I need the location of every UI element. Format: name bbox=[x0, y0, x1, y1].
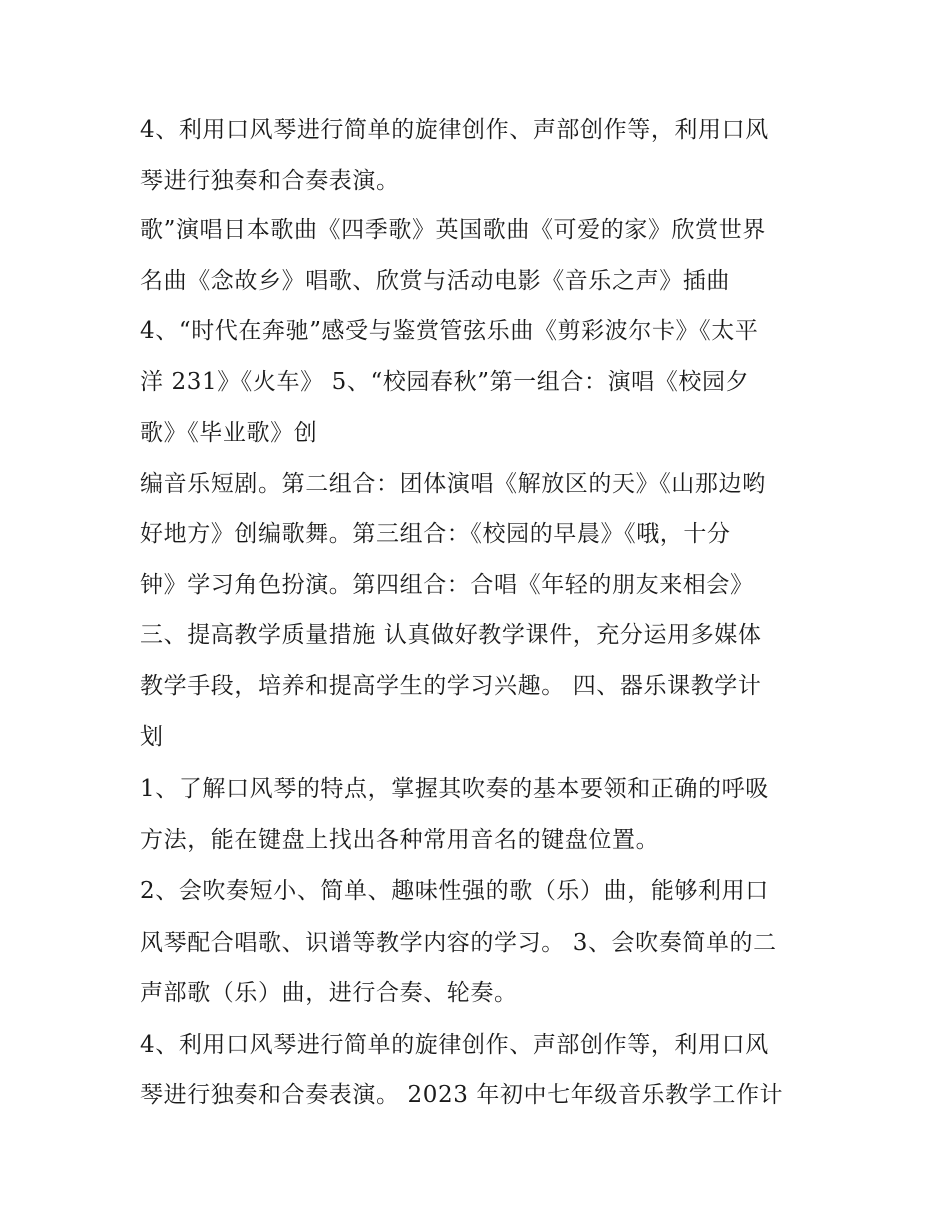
text-line: 声部歌（乐）曲，进行合奏、轮奏。 bbox=[140, 980, 518, 1006]
text-line: 琴进行独奏和合奏表演。 bbox=[140, 168, 400, 194]
text-line: 编音乐短剧。第二组合：团体演唱《解放区的天》《山那边哟 bbox=[140, 471, 766, 497]
text-line: 4、利用口风琴进行简单的旋律创作、声部创作等，利用口风 bbox=[140, 117, 769, 143]
text-line: 4、利用口风琴进行简单的旋律创作、声部创作等，利用口风 bbox=[140, 1032, 769, 1058]
text-line: 歌》《毕业歌》创 bbox=[140, 420, 318, 446]
text-line: 钟》学习角色扮演。第四组合：合唱《年轻的朋友来相会》 bbox=[140, 572, 754, 598]
text-line: 风琴配合唱歌、识谱等教学内容的学习。 3、会吹奏简单的二 bbox=[140, 930, 777, 956]
text-line: 洋 231》《火车》 5、“校园春秋”第一组合：演唱《校园夕 bbox=[140, 369, 750, 395]
text-line: 1、了解口风琴的特点，掌握其吹奏的基本要领和正确的呼吸 bbox=[140, 776, 769, 802]
text-line: 歌”演唱日本歌曲《四季歌》英国歌曲《可爱的家》欣赏世界 bbox=[140, 217, 766, 243]
text-line: 三、提高教学质量措施 认真做好教学课件，充分运用多媒体 bbox=[140, 622, 762, 648]
text-line: 2、会吹奏短小、简单、趣味性强的歌（乐）曲，能够利用口 bbox=[140, 878, 769, 904]
text-line: 琴进行独奏和合奏表演。 2023 年初中七年级音乐教学工作计 bbox=[140, 1082, 784, 1108]
text-line: 教学手段，培养和提高学生的学习兴趣。 四、器乐课教学计 bbox=[140, 673, 762, 699]
text-line: 划 bbox=[140, 724, 164, 750]
text-line: 名曲《念故乡》唱歌、欣赏与活动电影《音乐之声》插曲 bbox=[140, 268, 730, 294]
text-line: 好地方》创编歌舞。第三组合：《校园的早晨》《哦，十分 bbox=[140, 521, 731, 547]
text-line: 方法，能在键盘上找出各种常用音名的键盘位置。 bbox=[140, 827, 660, 853]
text-line: 4、“时代在奔驰”感受与鉴赏管弦乐曲《剪彩波尔卡》《太平 bbox=[140, 318, 759, 344]
